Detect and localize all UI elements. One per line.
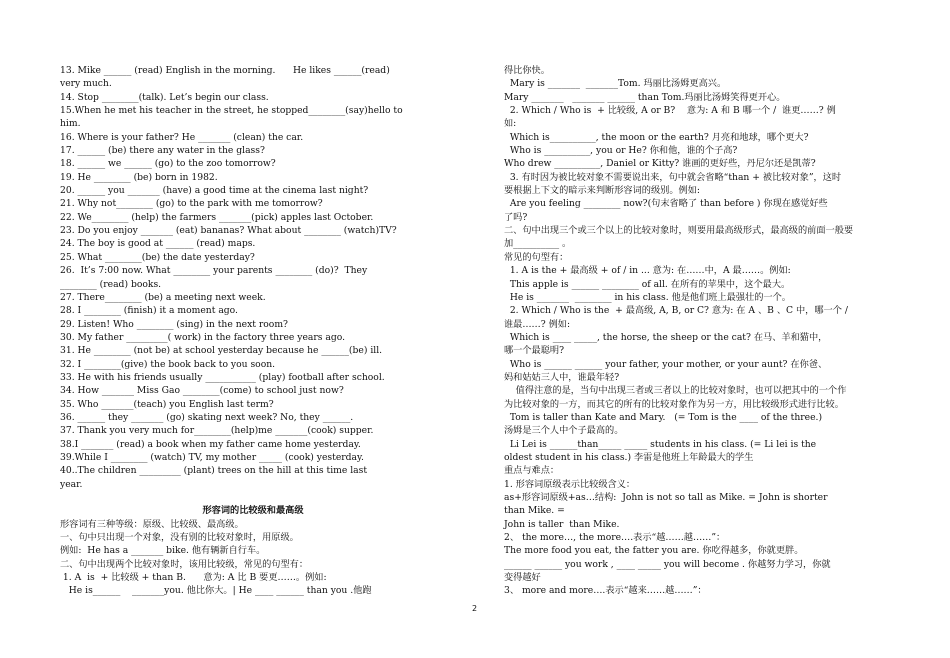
text-line: 如: — [504, 118, 517, 130]
text-line: 2、 the more…, the more….表示“越……越……”： — [504, 532, 726, 544]
text-line: This apple is ______ ________ of all. 在所有的苹果中，这个最大。 — [504, 278, 791, 290]
text-line: 得比你快。 — [504, 65, 550, 76]
text-line: 1. A is + 比较级 + than B. 意为: A 比 B 要更……。例如: — [60, 572, 327, 584]
text-line: 27. There________ (be) a meeting next week. — [60, 291, 266, 303]
text-line: very much. — [60, 78, 112, 90]
text-line: 妈和姑姑三人中，谁最年轻? — [504, 371, 620, 383]
text-line: The more food you eat, the fatter you are. 你吃得越多，你就更胖。 — [504, 545, 804, 557]
text-line: oldest student in his class.) 李雷是他班上年龄最大的学生 — [504, 451, 754, 463]
text-line: 加__________ 。 — [504, 238, 572, 250]
text-line: ________ (read) books. — [60, 278, 162, 290]
text-line: 31. He ________ (not be) at school yesterday because he ______(be) ill. — [60, 345, 383, 357]
text-line: 二、句中出现两个比较对象时，该用比较级，常见的句型有： — [60, 558, 309, 570]
text-line: 1. A is the + 最高级 + of / in ... 意为: 在……中，A 最……。例如: — [504, 265, 791, 277]
text-line: 22. We________ (help) the farmers _______(pick) apples last October. — [60, 211, 374, 223]
text-line: 谁最……? 例如: — [504, 318, 571, 330]
text-line: 例如: He has a _______ bike. 他有辆新自行车。 — [60, 545, 266, 557]
text-line: 17. ______ (be) there any water in the glass? — [60, 145, 265, 157]
text-line: 一、句中只出现一个对象，没有别的比较对象时，用原级。 — [60, 532, 299, 544]
text-line: Are you feeling ________ now?(句末省略了 than before ) 你现在感觉好些 — [504, 198, 828, 210]
text-line: 为比较对象的一方，而其它的所有的比较对象作为另一方，用比较级形式进行比较。 — [504, 398, 844, 410]
text-line: 38.I _______ (read) a book when my father came home yesterday. — [60, 438, 361, 450]
text-line: as+形容词原级+as…结构: John is not so tall as Mike. = John is shorter — [504, 492, 828, 503]
text-line: Li Lei is ______than_____ _____ students in his class. (= Li lei is the — [504, 438, 817, 450]
text-line: 2. Which / Who is the + 最高级, A, B, or C? 意为: 在 A 、B 、C 中，哪一个 / — [504, 305, 848, 317]
text-line: 37. Thank you very much for________(help)me _______(cook) supper. — [60, 425, 374, 437]
text-line: 20. ______ you _______ (have) a good time at the cinema last night? — [60, 185, 369, 197]
text-line: Which is ____ _____, the horse, the sheep or the cat? 在马、羊和猫中， — [504, 331, 828, 343]
text-line: He is _______ ________ in his class. 他是他们班上最强壮的一个。 — [504, 291, 791, 303]
text-line: 16. Where is your father? He _______ (clean) the car. — [60, 131, 304, 143]
text-line: Which is__________, the moon or the earth? 月亮和地球，哪个更大? — [504, 131, 809, 143]
text-line: 29. Listen! Who ________ (sing) in the next room? — [60, 318, 288, 330]
text-line: 了吗? — [504, 211, 528, 223]
text-line: 34. How _______ Miss Gao ________(come) to school just now? — [60, 385, 344, 397]
text-line: Who drew __________, Daniel or Kitty? 谁画的更好些，丹尼尔还是凯蒂? — [504, 158, 816, 170]
text-line: 33. He with his friends usually ___________ (play) football after school. — [60, 371, 385, 383]
text-line: 28. I ________ (finish) it a moment ago. — [60, 305, 238, 317]
text-line: 13. Mike ______ (read) English in the morning. He likes ______(read) — [60, 65, 390, 76]
text-line: He is______ _______you. 他比你大。| He ____ ______ than you .他跑 — [60, 585, 372, 597]
text-line: 2. Which / Who is + 比较级, A or B? 意为: A 和 B 哪一个 / 谁更……? 例 — [504, 105, 836, 117]
text-line: 39.While I ________ (watch) TV, my mother _____ (cook) yesterday. — [60, 451, 364, 463]
text-line: 19. He ________ (be) born in 1982. — [60, 171, 218, 183]
text-line: 23. Do you enjoy _______ (eat) bananas? What about ________ (watch)TV? — [60, 225, 397, 237]
text-line: John is taller than Mike. — [504, 518, 620, 530]
right-column — [504, 64, 890, 598]
text-line: Who is ______ ______ your father, your mother, or your aunt? 在你爸、 — [504, 358, 828, 370]
text-line: 25. What ________(be) the date yesterday? — [60, 251, 255, 263]
text-line: 24. The boy is good at ______ (read) maps. — [60, 238, 256, 250]
text-line: him. — [60, 118, 81, 130]
text-line: 形容词有三种等级：原级、比较级、最高级。 — [60, 518, 244, 530]
text-line: 1. 形容词原级表示比较级含义： — [504, 478, 636, 490]
text-line: than Mike. = — [504, 505, 565, 517]
text-line: Mary is _______ _______Tom. 玛丽比汤姆更高兴。 — [504, 78, 727, 90]
text-line: 常见的句型有： — [504, 251, 569, 263]
text-line: 要根据上下文的暗示来判断形容词的级别。例如: — [504, 185, 701, 197]
section-heading: 形容词的比较级和最高级 — [202, 505, 304, 517]
text-line: 35. Who _______(teach) you English last term? — [60, 398, 274, 410]
text-line: 3. 有时因为被比较对象不需要说出来，句中就会省略“than + 被比较对象”，这时 — [504, 171, 842, 183]
text-line: 哪一个最聪明? — [504, 345, 565, 357]
text-line: Tom is taller than Kate and Mary. (= Tom is the ____ of the three.) — [504, 411, 823, 423]
text-line: 3、 more and more….表示“越来……越……”： — [504, 585, 707, 597]
text-line: 值得注意的是，当句中出现三者或三者以上的比较对象时，也可以把其中的一个作 — [504, 385, 847, 397]
text-line: 变得越好 — [504, 572, 541, 584]
text-line: 重点与难点： — [504, 465, 560, 477]
text-line: ______ ______ you work , ____ _____ you will become . 你越努力学习，你就 — [504, 558, 831, 570]
text-line: Who is __________, you or He? 你和他，谁的个子高? — [504, 145, 738, 157]
text-line: 40..The children _________ (plant) trees on the hill at this time last — [60, 465, 368, 477]
text-line: 二、句中出现三个或三个以上的比较对象时，则要用最高级形式，最高级的前面一般要 — [504, 225, 854, 237]
text-line: 18. ______ we ______ (go) to the zoo tomorrow? — [60, 158, 276, 170]
text-line: 26. It’s 7:00 now. What ________ your parents ________ (do)? They — [60, 265, 368, 277]
page-number: 2 — [472, 604, 478, 613]
text-line: 32. I ________(give) the book back to you soon. — [60, 358, 276, 370]
text-line: 21. Why not________ (go) to the park with me tomorrow? — [60, 198, 323, 210]
text-line: 36. ______ they _______ (go) skating next week? No, they ______. — [60, 411, 354, 423]
text-line: Mary _______ _______ ______ than Tom.玛丽比汤姆笑得更开心。 — [504, 91, 786, 103]
text-line: 30. My father _________( work) in the factory three years ago. — [60, 331, 346, 343]
text-line: 14. Stop ________(talk). Let’s begin our class. — [60, 91, 269, 103]
text-line: year. — [60, 478, 83, 490]
left-column — [60, 64, 446, 598]
text-line: 汤姆是三个人中个子最高的。 — [504, 425, 624, 437]
text-line — [60, 491, 446, 504]
text-line: 15.When he met his teacher in the street, he stopped________(say)hello to — [60, 105, 403, 117]
